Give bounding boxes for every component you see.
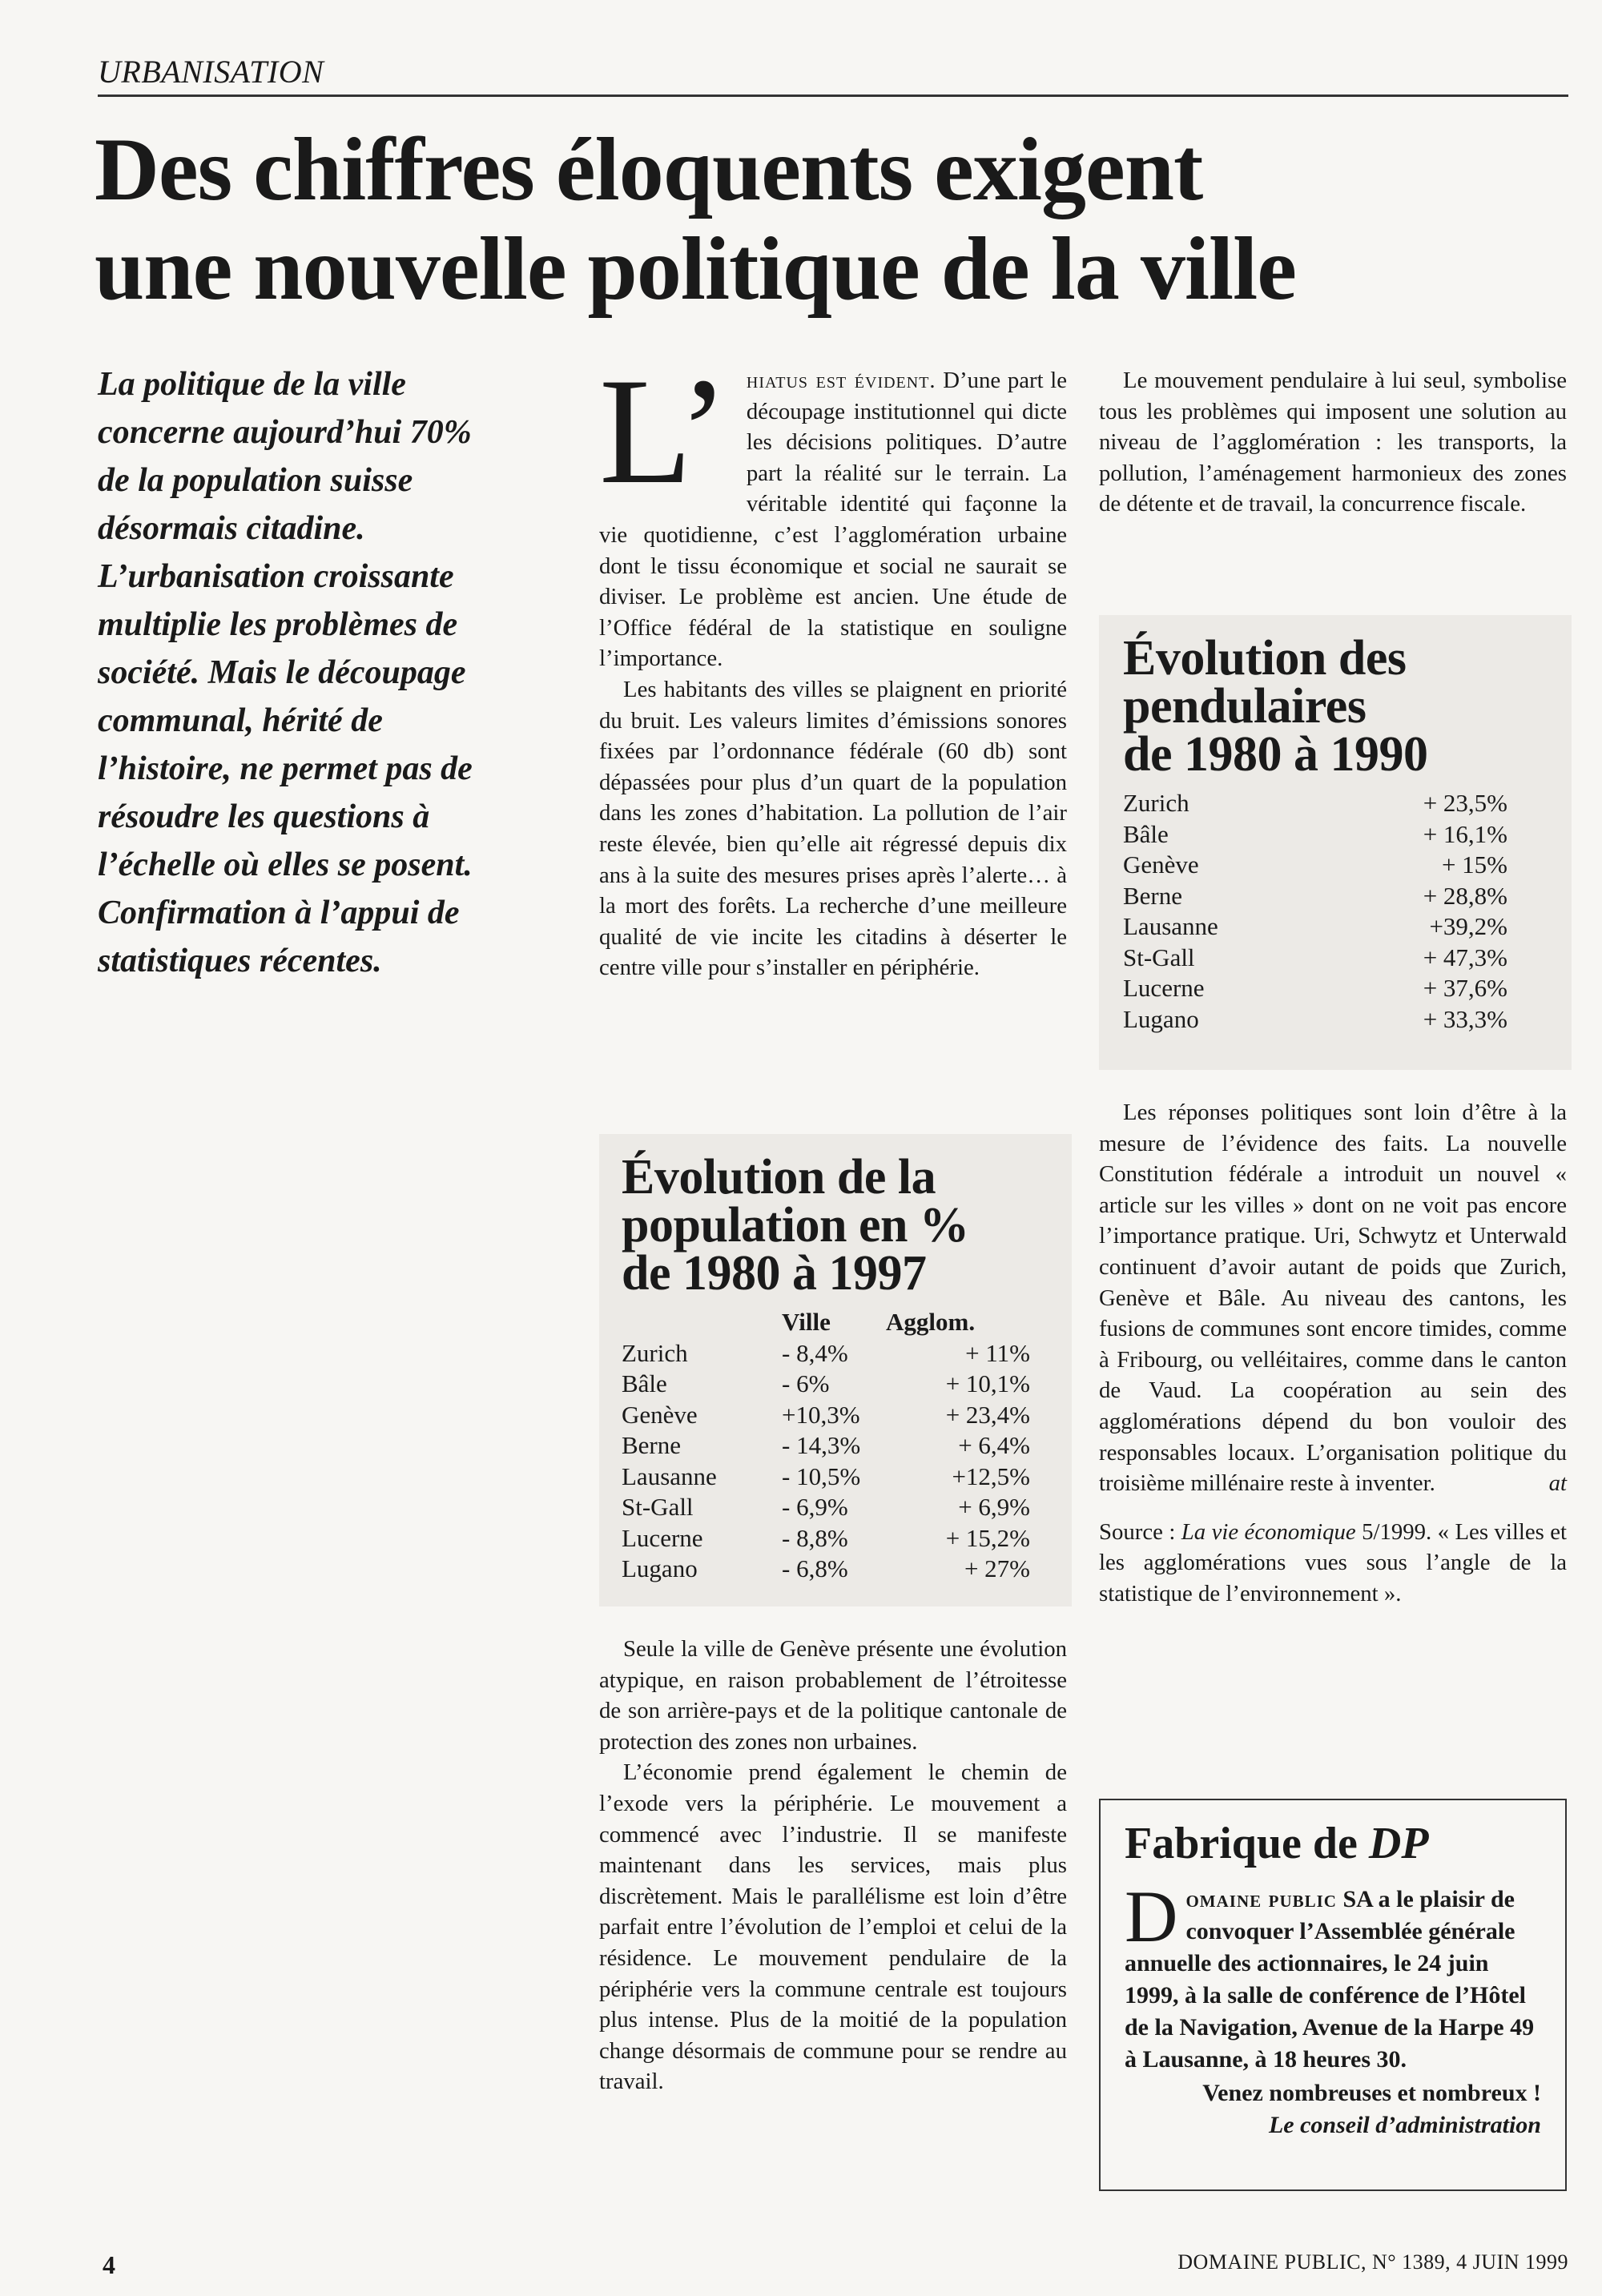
source-note [1099,1517,1567,1610]
agglo-cell: +12,5% [952,1462,1030,1490]
headline-line-1: Des chiffres éloquents exigent [95,120,1203,219]
body-paragraph-3: Seule la ville de Genève présente une évolution atypique, en raison probablement de l’étroitesse de son arrière-pays et de la politique cantonale de protection des zones non urbaines. [599,1636,1067,1755]
agglo-cell: + 15,2% [945,1523,1030,1552]
lead-line: Confirmation à l’appui de [98,895,460,931]
body-paragraph-6 [1099,1097,1567,1499]
fabrique-dropcap: D [1125,1876,1178,1957]
value-cell: +39,2% [1429,912,1507,940]
headline [95,120,1536,319]
col-city [622,1307,782,1338]
value-cell: + 47,3% [1423,943,1507,971]
body-paragraph-4: L’économie prend également le chemin de l’exode vers la périphérie. Le mouvement a commencé avec l’industrie. Il se manifeste maintenant dans les services, mais plus discrètement. Mais le parallélisme est loin d’être parfait entre l’évolution de l’emploi et celui de la résidence. Le mouvement pendulaire de la périphérie vers la commune centrale est toujours plus intense. Plus de la moitié de la population change désormais de commune pour se rendre au travail. [599,1759,1067,2095]
population-table-title [622,1134,1072,1301]
col-ville: Ville [782,1308,831,1336]
lead-line: l’histoire, ne permet pas de [98,750,473,787]
body-paragraph-1 [599,348,1067,674]
agglo-cell: + 27% [964,1554,1030,1582]
ville-cell: - 14,3% [782,1431,861,1459]
dropcap: L’ [599,348,729,516]
lead-line: L’urbanisation croissante [98,558,454,595]
table-row [1123,850,1507,881]
body-column-3-top [1099,365,1567,520]
city-cell: St-Gall [1123,943,1195,971]
body-column-2-bottom [599,1634,1067,2097]
fabrique-closing: Venez nombreuses et nombreux ! [1202,2080,1541,2106]
city-cell: St-Gall [622,1493,694,1521]
agglo-cell: + 10,1% [945,1369,1030,1397]
opening-smallcaps: hiatus est évident. [746,368,936,393]
value-cell: + 28,8% [1423,881,1507,910]
agglo-cell: + 23,4% [945,1400,1030,1429]
fabrique-title-text: Fabrique de [1125,1819,1369,1868]
section-label: URBANISATION [98,54,324,90]
population-title-line: de 1980 à 1997 [622,1246,927,1301]
body-text: Les réponses politiques sont loin d’être à la mesure de l’évidence des faits. La nouvelle Constitution fédérale a introduit un nouvel « article sur les villes » dont on ne voit pas encore l’importance pratique. Uri, Schwytz et Unterwald continuent d’avoir autant de poids que Zurich, Genève et Bâle. Au niveau des cantons, les fusions de communes sont encore timides, comme à Fribourg, ou velléitaires, comme dans le canton de Vaud. La coopération au sein des agglomérations dépend du bon vouloir des responsables locaux. L’organisation politique du troisième millénaire reste à inventer. [1099,1100,1567,1497]
fabrique-smallcaps: omaine public [1185,1886,1337,1912]
fabrique-body [1125,1876,1541,2076]
table-row [622,1430,1030,1462]
body-column-3-middle [1099,1097,1567,1610]
city-cell: Bâle [622,1369,667,1397]
city-cell: Berne [622,1431,682,1459]
table-row [1123,788,1507,819]
population-stats [622,1307,1030,1585]
source-rest: 5/1999. « Les villes et les agglomérations vues sous l’angle de la statistique de l’environnement ». [1099,1518,1567,1606]
agglo-cell: + 6,4% [958,1431,1030,1459]
city-cell: Berne [1123,881,1183,910]
city-cell: Lugano [1123,1004,1199,1033]
city-cell: Bâle [1123,819,1169,848]
lead-line: concerne aujourd’hui 70% [98,414,472,451]
population-title-line: Évolution de la [622,1150,936,1204]
fabrique-signer: Le conseil d’administration [1268,2112,1541,2138]
table-row [622,1523,1030,1554]
body-text: D’une part le découpage institutionnel qui dicte les décisions politiques. D’autre part la réalité sur le terrain. La véritable identité qui façonne la vie quotidienne, c’est l’agglomération urbaine dont le tissu économique et social ne saurait se diviser. Le problème est ancien. Une étude de l’Office fédéral de la statistique en souligne l’importance. [599,368,1067,672]
table-row [1123,881,1507,912]
city-cell: Genève [622,1400,698,1429]
city-cell: Lucerne [1123,974,1205,1002]
city-cell: Lausanne [1123,912,1218,940]
population-evolution-table [599,1134,1072,1606]
agglo-cell: + 11% [965,1338,1030,1367]
table-row [1123,973,1507,1004]
city-cell: Genève [1123,850,1199,879]
lead-line: de la population suisse [98,462,413,499]
value-cell: + 15% [1441,850,1507,879]
city-cell: Lucerne [622,1523,703,1552]
city-cell: Lausanne [622,1462,717,1490]
commuter-evolution-table [1099,615,1572,1070]
lead-line: l’échelle où elles se posent. [98,846,473,883]
commuter-title-line: pendulaires [1123,679,1367,734]
ville-cell: - 8,4% [782,1338,848,1367]
value-cell: + 33,3% [1423,1004,1507,1033]
ville-cell: +10,3% [782,1400,860,1429]
body-paragraph-5: Le mouvement pendulaire à lui seul, symbolise tous les problèmes qui imposent une solution au niveau de l’agglomération : les transports, la pollution, l’aménagement harmonieux des zones de détente et de travail, la concurrence fiscale. [1099,368,1567,517]
author-signature: at [1548,1470,1567,1497]
ville-cell: - 6% [782,1369,830,1397]
ville-cell: - 6,9% [782,1493,848,1521]
city-cell: Lugano [622,1554,698,1582]
lead-line: multiplie les problèmes de [98,606,458,643]
ville-cell: - 6,8% [782,1554,848,1582]
lead-paragraph [98,360,554,985]
lead-line: société. Mais le découpage [98,654,466,691]
commuter-title-line: Évolution des [1123,631,1407,686]
table-row [1123,943,1507,974]
source-title: La vie économique [1181,1518,1356,1545]
table-row [622,1369,1030,1400]
table-header-row [622,1307,1030,1338]
table-row [622,1492,1030,1523]
city-cell: Zurich [622,1338,688,1367]
table-row [1123,819,1507,850]
commuter-title-line: de 1980 à 1990 [1123,727,1428,782]
ville-cell: - 10,5% [782,1462,861,1490]
lead-line: statistiques récentes. [98,943,382,979]
col-agglo: Agglom. [886,1308,976,1336]
table-row [622,1554,1030,1585]
table-row [1123,1004,1507,1035]
source-label: Source : [1099,1518,1181,1545]
value-cell: + 23,5% [1423,789,1507,817]
commuter-stats [1123,788,1507,1035]
table-row [622,1462,1030,1493]
table-row [622,1400,1030,1431]
table-row [1123,911,1507,943]
fabrique-text: SA a le plaisir de convoquer l’Assemblée générale annuelle des actionnaires, le 24 juin 1999, à la salle de conférence de l’Hôtel de la Navigation, Avenue de la Harpe 49 à Lausanne, à 18 heures 30. [1125,1886,1535,2073]
city-cell: Zurich [1123,789,1189,817]
lead-line: communal, hérité de [98,702,383,739]
agglo-cell: + 6,9% [958,1493,1030,1521]
population-title-line: population en % [622,1198,969,1253]
publication-reference: DOMAINE PUBLIC, N° 1389, 4 JUIN 1999 [1177,2250,1568,2274]
value-cell: + 37,6% [1423,974,1507,1002]
table-row [622,1338,1030,1369]
lead-line: La politique de la ville [98,366,406,403]
page-number: 4 [103,2250,115,2279]
body-paragraph-2: Les habitants des villes se plaignent en priorité du bruit. Les valeurs limites d’émissions sonores fixées par l’ordonnance fédérale (60 db) sont dépassées pour plus d’un quart de la population dans les zones d’habitation. La pollution de l’air reste élevée, bien qu’elle ait régressé depuis dix ans à la suite des mesures prises après l’alerte… à la mort des forêts. La recherche d’une meilleure qualité de vie incite les citadins à déserter le centre ville pour s’installer en périphérie. [599,676,1067,981]
headline-line-2: une nouvelle politique de la ville [95,219,1296,319]
lead-line: résoudre les questions à [98,798,430,835]
fabrique-title [1125,1818,1541,1869]
value-cell: + 16,1% [1423,819,1507,848]
commuter-table-title [1123,615,1572,782]
lead-line: désormais citadine. [98,510,365,547]
ville-cell: - 8,8% [782,1523,848,1552]
fabrique-title-em: DP [1368,1819,1429,1868]
header-rule [98,94,1568,97]
fabrique-notice-box [1099,1799,1567,2191]
body-column-2-top [599,348,1067,983]
